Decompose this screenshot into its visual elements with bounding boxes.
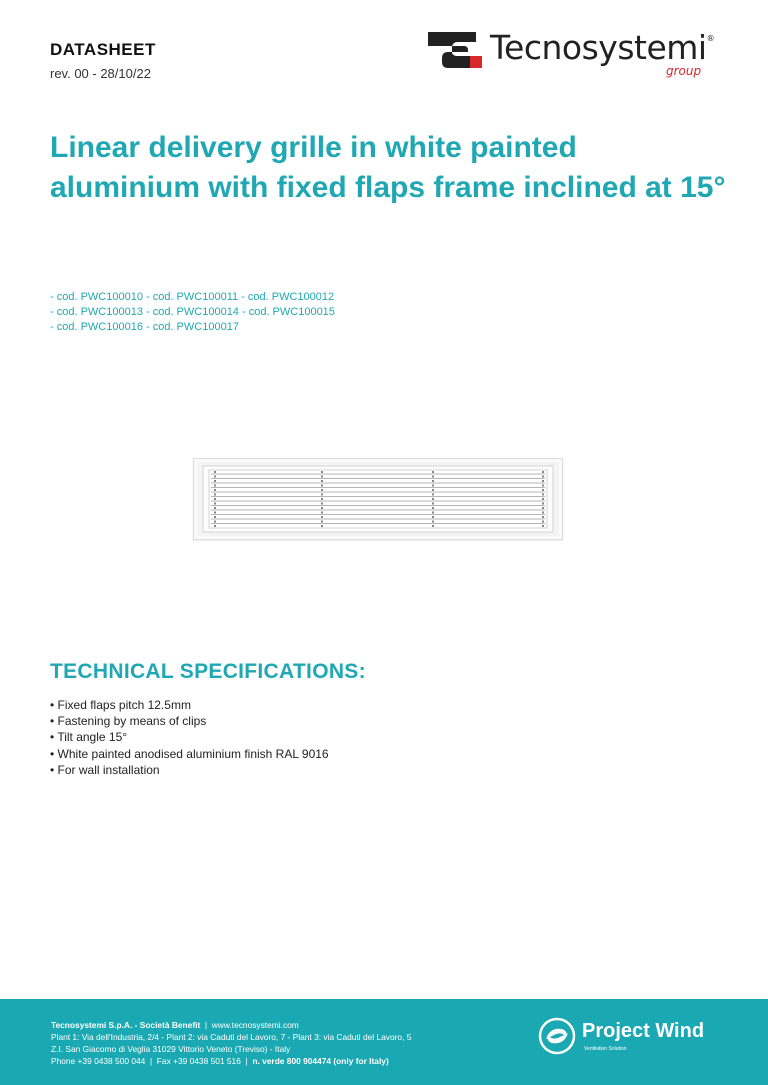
- footer-line-company: Tecnosystemi S.p.A. - Società Benefit | www.tecnosystemi.com: [51, 1020, 299, 1030]
- logo-wordmark: Tecnosystemi®: [490, 28, 715, 67]
- spec-item: • Fixed flaps pitch 12.5mm: [50, 697, 329, 713]
- footer-plants: Plant 1: Via dell'Industria, 2/4 - Plant 2: via Caduti del Lavoro, 7 - Plant 3: via Caduti del Lavoro, 5: [51, 1032, 412, 1042]
- footer-contact: [51, 1019, 411, 1067]
- document-header: [50, 40, 156, 81]
- logo-group: group: [666, 64, 702, 78]
- code-line: - cod. PWC100013 - cod. PWC100014 - cod. PWC100015: [50, 306, 335, 318]
- spec-item: • White painted anodised aluminium finish RAL 9016: [50, 746, 329, 762]
- specs-list: [50, 697, 329, 778]
- phone: Phone +39 0438 500 044: [51, 1056, 146, 1066]
- project-wind-swirl-icon: [538, 1017, 576, 1055]
- code-line: - cod. PWC100010 - cod. PWC100011 - cod. PWC100012: [50, 291, 335, 303]
- code-line: - cod. PWC100016 - cod. PWC100017: [50, 321, 239, 333]
- tecnosystemi-logo: [428, 26, 728, 86]
- doc-type: DATASHEET: [50, 40, 156, 59]
- project-wind-logo: [538, 1017, 728, 1057]
- spec-item: • For wall installation: [50, 762, 329, 778]
- green-number: n. verde 800 904474 (only for Italy): [252, 1056, 389, 1066]
- footer-line-phone: Phone +39 0438 500 044 | Fax +39 0438 501 516 | n. verde 800 904474 (only for Italy): [51, 1056, 389, 1066]
- product-image: [193, 458, 563, 540]
- page-footer: [0, 999, 768, 1085]
- company-name: Tecnosystemi S.p.A. - Società Benefit: [51, 1020, 201, 1030]
- page-title: Linear delivery grille in white painted aluminium with fixed flaps frame inclined at 15°: [50, 131, 726, 204]
- tecnosystemi-mark-icon: [428, 28, 484, 72]
- brand-tagline: Ventilation Solution: [584, 1046, 627, 1052]
- spec-item: • Tilt angle 15°: [50, 729, 329, 745]
- spec-item: • Fastening by means of clips: [50, 713, 329, 729]
- footer-address: Z.I. San Giacomo di Veglia 31029 Vittorio Veneto (Treviso) - Italy: [51, 1044, 291, 1054]
- fax: Fax +39 0438 501 516: [156, 1056, 241, 1066]
- specs-title: TECHNICAL SPECIFICATIONS:: [50, 660, 366, 683]
- linear-grille-illustration: [193, 458, 563, 540]
- doc-revision: rev. 00 - 28/10/22: [50, 66, 151, 81]
- brand-name: Project Wind: [582, 1020, 705, 1042]
- website-link[interactable]: www.tecnosystemi.com: [211, 1020, 299, 1030]
- product-codes: [50, 290, 335, 335]
